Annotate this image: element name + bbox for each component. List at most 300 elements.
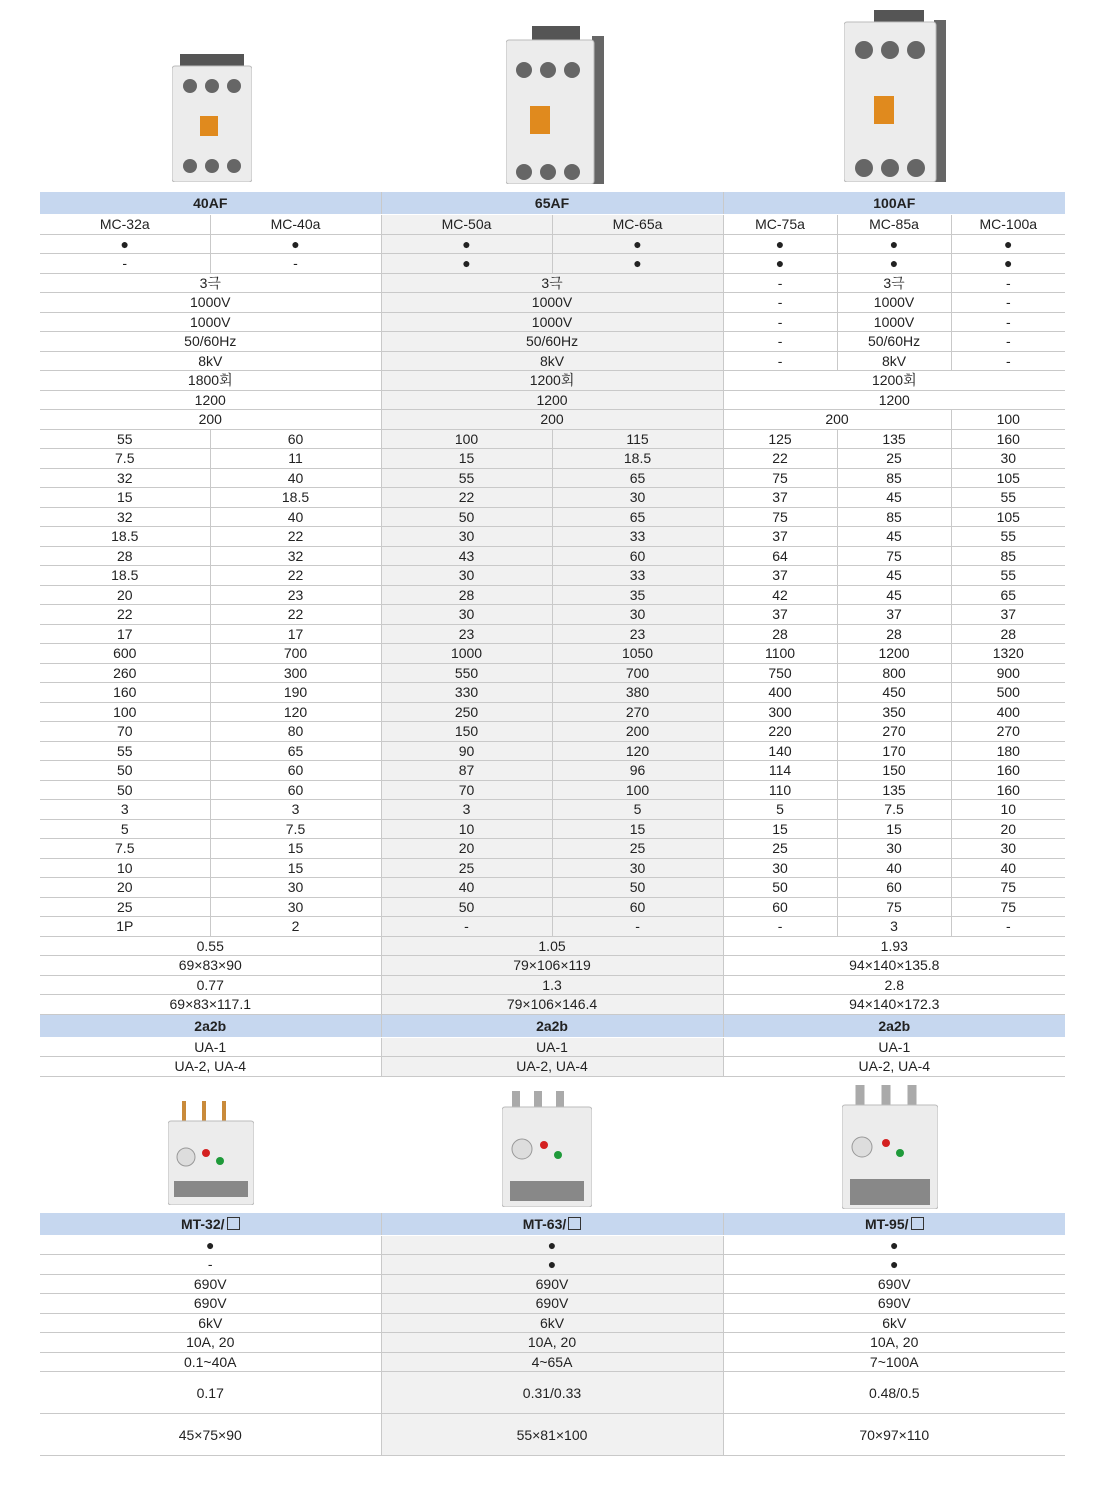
bullet-icon: ● bbox=[723, 1255, 1065, 1275]
spec-cell: - bbox=[951, 351, 1065, 371]
rating-cell: 65 bbox=[552, 507, 723, 527]
rating-cell: 25 bbox=[723, 839, 837, 859]
rating-cell: 55 bbox=[40, 429, 210, 449]
spec-cell: 10A, 20 bbox=[381, 1333, 723, 1353]
rating-cell: 900 bbox=[951, 663, 1065, 683]
rating-cell: 37 bbox=[723, 527, 837, 547]
rating-cell: 45 bbox=[837, 566, 951, 586]
spec-cell: 690V bbox=[40, 1274, 381, 1294]
rating-cell: 100 bbox=[552, 780, 723, 800]
rating-cell: 3 bbox=[837, 917, 951, 937]
spec-cell: 69×83×117.1 bbox=[40, 995, 381, 1015]
aux-contact: 2a2b bbox=[381, 1014, 723, 1037]
rating-cell: 22 bbox=[210, 566, 381, 586]
rating-cell: 30 bbox=[552, 605, 723, 625]
relay-images bbox=[40, 1077, 1065, 1213]
aux-contact: 2a2b bbox=[723, 1014, 1065, 1037]
bullet-icon: ● bbox=[951, 254, 1065, 274]
dimension-row-2 bbox=[40, 995, 1065, 1015]
spec-cell: 8kV bbox=[381, 351, 723, 371]
spec-cell: UA-2, UA-4 bbox=[381, 1057, 723, 1077]
rating-cell: 45 bbox=[837, 585, 951, 605]
rating-cell: 700 bbox=[210, 644, 381, 664]
spec-cell: 100 bbox=[951, 410, 1065, 430]
rating-cell: 3 bbox=[40, 800, 210, 820]
rating-cell: 70 bbox=[381, 780, 552, 800]
spec-cell: 1200회 bbox=[381, 371, 723, 391]
rating-row bbox=[40, 449, 1065, 469]
rating-cell: 110 bbox=[723, 780, 837, 800]
rating-cell: 70 bbox=[40, 722, 210, 742]
rating-cell: 550 bbox=[381, 663, 552, 683]
spec-cell: 0.17 bbox=[40, 1372, 381, 1414]
spec-cell: 94×140×135.8 bbox=[723, 956, 1065, 976]
frequency-row bbox=[40, 332, 1065, 352]
rating-cell: 350 bbox=[837, 702, 951, 722]
spec-cell: 79×106×146.4 bbox=[381, 995, 723, 1015]
frame-header-row bbox=[40, 192, 1065, 215]
spec-cell: 4~65A bbox=[381, 1352, 723, 1372]
model-cell: MC-100a bbox=[951, 215, 1065, 235]
square-box-icon bbox=[911, 1217, 924, 1230]
spec-cell: - bbox=[951, 273, 1065, 293]
spec-cell: UA-2, UA-4 bbox=[40, 1057, 381, 1077]
rating-row bbox=[40, 663, 1065, 683]
poles-row bbox=[40, 273, 1065, 293]
rating-row bbox=[40, 527, 1065, 547]
rating-cell: 150 bbox=[381, 722, 552, 742]
rating-cell: 32 bbox=[210, 546, 381, 566]
bullet-row-2 bbox=[40, 254, 1065, 274]
spec-cell: 79×106×119 bbox=[381, 956, 723, 976]
bullet-icon: ● bbox=[723, 1235, 1065, 1255]
rating-row bbox=[40, 644, 1065, 664]
model-row bbox=[40, 215, 1065, 235]
model-cell: MC-32a bbox=[40, 215, 210, 235]
rating-cell: 43 bbox=[381, 546, 552, 566]
rating-cell: 60 bbox=[552, 546, 723, 566]
rating-cell: 30 bbox=[951, 839, 1065, 859]
rating-cell: 5 bbox=[552, 800, 723, 820]
rating-row bbox=[40, 858, 1065, 878]
rating-row bbox=[40, 819, 1065, 839]
rating-cell: 22 bbox=[723, 449, 837, 469]
rating-cell: 10 bbox=[381, 819, 552, 839]
spec-cell: 10A, 20 bbox=[723, 1333, 1065, 1353]
rating-cell: 190 bbox=[210, 683, 381, 703]
dimension-row bbox=[40, 956, 1065, 976]
spec-cell: 2.8 bbox=[723, 975, 1065, 995]
spec-cell: 1000V bbox=[40, 293, 381, 313]
model-cell: MC-85a bbox=[837, 215, 951, 235]
spec-cell: UA-2, UA-4 bbox=[723, 1057, 1065, 1077]
rating-cell: 55 bbox=[381, 468, 552, 488]
spec-cell: 1.3 bbox=[381, 975, 723, 995]
spec-cell: 1200회 bbox=[723, 371, 1065, 391]
bullet-icon: ● bbox=[837, 254, 951, 274]
bullet-icon: ● bbox=[723, 234, 837, 254]
spec-cell: - bbox=[723, 332, 837, 352]
rating-cell: 25 bbox=[552, 839, 723, 859]
spec-cell: - bbox=[951, 312, 1065, 332]
frame-65af: 65AF bbox=[381, 192, 723, 215]
rating-cell: 11 bbox=[210, 449, 381, 469]
rating-row bbox=[40, 429, 1065, 449]
rating-cell: 30 bbox=[552, 488, 723, 508]
rating-cell: 85 bbox=[837, 507, 951, 527]
rating-cell: 15 bbox=[40, 488, 210, 508]
rating-cell: 15 bbox=[837, 819, 951, 839]
relay-voltage-row-2 bbox=[40, 1294, 1065, 1314]
spec-cell: 6kV bbox=[40, 1313, 381, 1333]
spec-cell: 690V bbox=[723, 1274, 1065, 1294]
rating-cell: 28 bbox=[381, 585, 552, 605]
bullet-icon: ● bbox=[552, 254, 723, 274]
rating-cell: 60 bbox=[210, 780, 381, 800]
rating-cell: 260 bbox=[40, 663, 210, 683]
mc-40af-image bbox=[172, 54, 252, 182]
rating-cell: 50 bbox=[40, 761, 210, 781]
contactor-images bbox=[40, 0, 1065, 192]
rating-cell: 42 bbox=[723, 585, 837, 605]
spec-cell: - bbox=[723, 273, 837, 293]
spec-cell: 200 bbox=[723, 410, 951, 430]
rating-cell: 37 bbox=[837, 605, 951, 625]
rating-cell: 60 bbox=[210, 429, 381, 449]
rating-cell: 15 bbox=[552, 819, 723, 839]
bullet-icon: ● bbox=[381, 1235, 723, 1255]
spec-cell: 690V bbox=[381, 1294, 723, 1314]
spec-cell: 0.1~40A bbox=[40, 1352, 381, 1372]
rating-cell: 40 bbox=[210, 507, 381, 527]
rating-cell: 15 bbox=[381, 449, 552, 469]
relay-model-row bbox=[40, 1213, 1065, 1236]
rating-cell: 33 bbox=[552, 527, 723, 547]
rating-cell: 75 bbox=[837, 897, 951, 917]
rating-cell: 22 bbox=[210, 605, 381, 625]
spec-cell: 200 bbox=[381, 410, 723, 430]
rating-cell: 30 bbox=[951, 449, 1065, 469]
spec-cell: 3극 bbox=[40, 273, 381, 293]
rating-cell: 160 bbox=[951, 429, 1065, 449]
aux-unit-row-2 bbox=[40, 1057, 1065, 1077]
model-cell: MC-50a bbox=[381, 215, 552, 235]
rating-cell: 35 bbox=[552, 585, 723, 605]
spec-cell: 6kV bbox=[723, 1313, 1065, 1333]
spec-cell: 200 bbox=[40, 410, 381, 430]
rating-cell: 170 bbox=[837, 741, 951, 761]
rating-cell: 800 bbox=[837, 663, 951, 683]
rating-cell: 55 bbox=[951, 488, 1065, 508]
rating-cell: 5 bbox=[40, 819, 210, 839]
rating-cell: 30 bbox=[381, 527, 552, 547]
spec-cell: UA-1 bbox=[723, 1037, 1065, 1057]
impulse-row bbox=[40, 351, 1065, 371]
rating-cell: 28 bbox=[951, 624, 1065, 644]
rating-row bbox=[40, 566, 1065, 586]
rating-cell: 23 bbox=[210, 585, 381, 605]
rating-cell: 45 bbox=[837, 527, 951, 547]
rating-cell: 18.5 bbox=[210, 488, 381, 508]
spec-cell: 8kV bbox=[837, 351, 951, 371]
spec-cell: 1200 bbox=[381, 390, 723, 410]
rating-row bbox=[40, 488, 1065, 508]
rating-cell: 100 bbox=[40, 702, 210, 722]
spec-cell: 0.77 bbox=[40, 975, 381, 995]
rating-cell: 105 bbox=[951, 468, 1065, 488]
rating-row bbox=[40, 839, 1065, 859]
spec-cell: 8kV bbox=[40, 351, 381, 371]
mt-32-image bbox=[168, 1101, 254, 1205]
rating-cell: 30 bbox=[837, 839, 951, 859]
rating-cell: 50 bbox=[381, 897, 552, 917]
spec-cell: - bbox=[723, 293, 837, 313]
rating-cell: 150 bbox=[837, 761, 951, 781]
rating-cell: 160 bbox=[40, 683, 210, 703]
rating-cell: 1100 bbox=[723, 644, 837, 664]
rating-row bbox=[40, 507, 1065, 527]
rating-cell: 22 bbox=[210, 527, 381, 547]
rating-cell: 37 bbox=[723, 605, 837, 625]
rating-cell: 25 bbox=[381, 858, 552, 878]
bullet-icon: ● bbox=[552, 234, 723, 254]
spec-cell: - bbox=[951, 332, 1065, 352]
spec-cell: 1000V bbox=[381, 293, 723, 313]
relay-model bbox=[723, 1213, 1065, 1236]
rating-cell: 40 bbox=[837, 858, 951, 878]
relay-model bbox=[381, 1213, 723, 1236]
rating-cell: 28 bbox=[40, 546, 210, 566]
dash-cell: - bbox=[40, 254, 210, 274]
rating-cell: 30 bbox=[381, 566, 552, 586]
spec-cell: 0.55 bbox=[40, 936, 381, 956]
relay-bullet-row-2 bbox=[40, 1255, 1065, 1275]
rating-cell: 22 bbox=[40, 605, 210, 625]
rating-cell: 75 bbox=[837, 546, 951, 566]
rating-cell: 85 bbox=[837, 468, 951, 488]
rating-row bbox=[40, 683, 1065, 703]
rate-row-2 bbox=[40, 410, 1065, 430]
spec-cell: - bbox=[951, 293, 1065, 313]
spec-cell: 1200 bbox=[40, 390, 381, 410]
rating-cell: 32 bbox=[40, 468, 210, 488]
spec-sheet bbox=[40, 0, 1065, 1456]
rating-cell: 750 bbox=[723, 663, 837, 683]
spec-cell: 1800회 bbox=[40, 371, 381, 391]
rating-cell: 140 bbox=[723, 741, 837, 761]
rating-cell: 50 bbox=[381, 507, 552, 527]
spec-cell: - bbox=[723, 312, 837, 332]
rating-cell: 120 bbox=[210, 702, 381, 722]
rating-cell: 37 bbox=[951, 605, 1065, 625]
model-cell: MC-65a bbox=[552, 215, 723, 235]
rating-cell: 160 bbox=[951, 780, 1065, 800]
rating-cell: 50 bbox=[723, 878, 837, 898]
rating-cell: 60 bbox=[837, 878, 951, 898]
bullet-icon: ● bbox=[381, 254, 552, 274]
rating-cell: 55 bbox=[951, 527, 1065, 547]
spec-cell: 1000V bbox=[381, 312, 723, 332]
rating-row bbox=[40, 897, 1065, 917]
rating-rows bbox=[40, 429, 1065, 936]
rating-cell: 105 bbox=[951, 507, 1065, 527]
relay-model-label: MT-63/ bbox=[522, 1215, 567, 1232]
spec-cell: 10A, 20 bbox=[40, 1333, 381, 1353]
rating-cell: 45 bbox=[837, 488, 951, 508]
spec-cell: 0.31/0.33 bbox=[381, 1372, 723, 1414]
model-cell: MC-40a bbox=[210, 215, 381, 235]
rating-cell: 1320 bbox=[951, 644, 1065, 664]
rating-cell: 28 bbox=[837, 624, 951, 644]
spec-cell: 1000V bbox=[40, 312, 381, 332]
rating-row bbox=[40, 780, 1065, 800]
bullet-icon: ● bbox=[381, 234, 552, 254]
bullet-icon: ● bbox=[40, 234, 210, 254]
rating-row bbox=[40, 761, 1065, 781]
rating-cell: 50 bbox=[40, 780, 210, 800]
rating-cell: 18.5 bbox=[40, 566, 210, 586]
rating-cell: 20 bbox=[381, 839, 552, 859]
relay-impulse-row bbox=[40, 1313, 1065, 1333]
bullet-icon: ● bbox=[381, 1255, 723, 1275]
rating-cell: 65 bbox=[552, 468, 723, 488]
rating-cell: - bbox=[723, 917, 837, 937]
rating-cell: 2 bbox=[210, 917, 381, 937]
spec-cell: 55×81×100 bbox=[381, 1414, 723, 1456]
spec-cell: UA-1 bbox=[381, 1037, 723, 1057]
rating-cell: 30 bbox=[210, 878, 381, 898]
rating-cell: 23 bbox=[381, 624, 552, 644]
rating-cell: 40 bbox=[381, 878, 552, 898]
rating-cell: 3 bbox=[210, 800, 381, 820]
rating-cell: 7.5 bbox=[210, 819, 381, 839]
rating-cell: - bbox=[381, 917, 552, 937]
rating-cell: 37 bbox=[723, 488, 837, 508]
rating-cell: 15 bbox=[210, 839, 381, 859]
rating-cell: 75 bbox=[951, 878, 1065, 898]
rating-cell: 40 bbox=[210, 468, 381, 488]
rating-cell: 22 bbox=[381, 488, 552, 508]
rating-cell: 500 bbox=[951, 683, 1065, 703]
rating-cell: 65 bbox=[951, 585, 1065, 605]
rating-cell: 7.5 bbox=[40, 449, 210, 469]
rating-cell: 250 bbox=[381, 702, 552, 722]
rating-cell: 30 bbox=[723, 858, 837, 878]
rating-cell: 450 bbox=[837, 683, 951, 703]
spec-cell: 69×83×90 bbox=[40, 956, 381, 976]
rating-cell: 25 bbox=[837, 449, 951, 469]
spec-cell: 7~100A bbox=[723, 1352, 1065, 1372]
contactor-spec-table bbox=[40, 192, 1065, 1077]
rating-cell: 18.5 bbox=[552, 449, 723, 469]
bullet-icon: ● bbox=[210, 234, 381, 254]
rating-cell: 1P bbox=[40, 917, 210, 937]
rating-cell: 7.5 bbox=[837, 800, 951, 820]
aux-contact: 2a2b bbox=[40, 1014, 381, 1037]
rating-cell: 96 bbox=[552, 761, 723, 781]
rating-cell: 15 bbox=[723, 819, 837, 839]
rating-cell: 25 bbox=[40, 897, 210, 917]
voltage-row-2 bbox=[40, 312, 1065, 332]
bullet-icon: ● bbox=[40, 1235, 381, 1255]
rating-cell: 50 bbox=[552, 878, 723, 898]
rating-cell: 330 bbox=[381, 683, 552, 703]
rating-cell: 20 bbox=[40, 585, 210, 605]
dash-cell: - bbox=[210, 254, 381, 274]
relay-model-label: MT-95/ bbox=[864, 1215, 909, 1232]
aux-header-row bbox=[40, 1014, 1065, 1037]
rating-cell: 400 bbox=[723, 683, 837, 703]
operations-row bbox=[40, 371, 1065, 391]
weight-row-2 bbox=[40, 975, 1065, 995]
spec-cell: 1.05 bbox=[381, 936, 723, 956]
rating-cell: 1050 bbox=[552, 644, 723, 664]
weight-row bbox=[40, 936, 1065, 956]
mt-95-image bbox=[842, 1085, 938, 1209]
relay-model bbox=[40, 1213, 381, 1236]
rating-row bbox=[40, 800, 1065, 820]
bullet-row bbox=[40, 234, 1065, 254]
spec-cell: 1200 bbox=[723, 390, 1065, 410]
spec-cell: 3극 bbox=[837, 273, 951, 293]
spec-cell: 94×140×172.3 bbox=[723, 995, 1065, 1015]
rating-cell: 33 bbox=[552, 566, 723, 586]
rating-cell: 17 bbox=[210, 624, 381, 644]
bullet-icon: ● bbox=[837, 234, 951, 254]
rating-cell: 100 bbox=[381, 429, 552, 449]
rating-cell: 15 bbox=[210, 858, 381, 878]
rating-cell: 115 bbox=[552, 429, 723, 449]
rating-cell: 160 bbox=[951, 761, 1065, 781]
spec-cell: 6kV bbox=[381, 1313, 723, 1333]
spec-cell: 1000V bbox=[837, 312, 951, 332]
rating-cell: 270 bbox=[837, 722, 951, 742]
rating-cell: 32 bbox=[40, 507, 210, 527]
rating-cell: 380 bbox=[552, 683, 723, 703]
rating-cell: 270 bbox=[951, 722, 1065, 742]
rating-cell: 220 bbox=[723, 722, 837, 742]
rating-cell: 60 bbox=[552, 897, 723, 917]
spec-cell: UA-1 bbox=[40, 1037, 381, 1057]
rating-row bbox=[40, 878, 1065, 898]
rating-cell: 10 bbox=[951, 800, 1065, 820]
rating-cell: 87 bbox=[381, 761, 552, 781]
rating-row bbox=[40, 605, 1065, 625]
rating-cell: 1000 bbox=[381, 644, 552, 664]
rating-cell: 64 bbox=[723, 546, 837, 566]
rating-cell: 300 bbox=[723, 702, 837, 722]
spec-cell: 45×75×90 bbox=[40, 1414, 381, 1456]
rating-cell: 135 bbox=[837, 780, 951, 800]
rating-cell: 17 bbox=[40, 624, 210, 644]
rating-cell: 55 bbox=[40, 741, 210, 761]
spec-cell: 0.48/0.5 bbox=[723, 1372, 1065, 1414]
rating-cell: 120 bbox=[552, 741, 723, 761]
square-box-icon bbox=[227, 1217, 240, 1230]
rating-cell: 30 bbox=[381, 605, 552, 625]
rating-cell: 30 bbox=[552, 858, 723, 878]
rate-row bbox=[40, 390, 1065, 410]
rating-cell: - bbox=[552, 917, 723, 937]
spec-cell: - bbox=[723, 351, 837, 371]
rating-cell: 75 bbox=[951, 897, 1065, 917]
rating-row bbox=[40, 702, 1065, 722]
rating-cell: 80 bbox=[210, 722, 381, 742]
rating-cell: 135 bbox=[837, 429, 951, 449]
voltage-row bbox=[40, 293, 1065, 313]
rating-cell: 85 bbox=[951, 546, 1065, 566]
rating-cell: 400 bbox=[951, 702, 1065, 722]
